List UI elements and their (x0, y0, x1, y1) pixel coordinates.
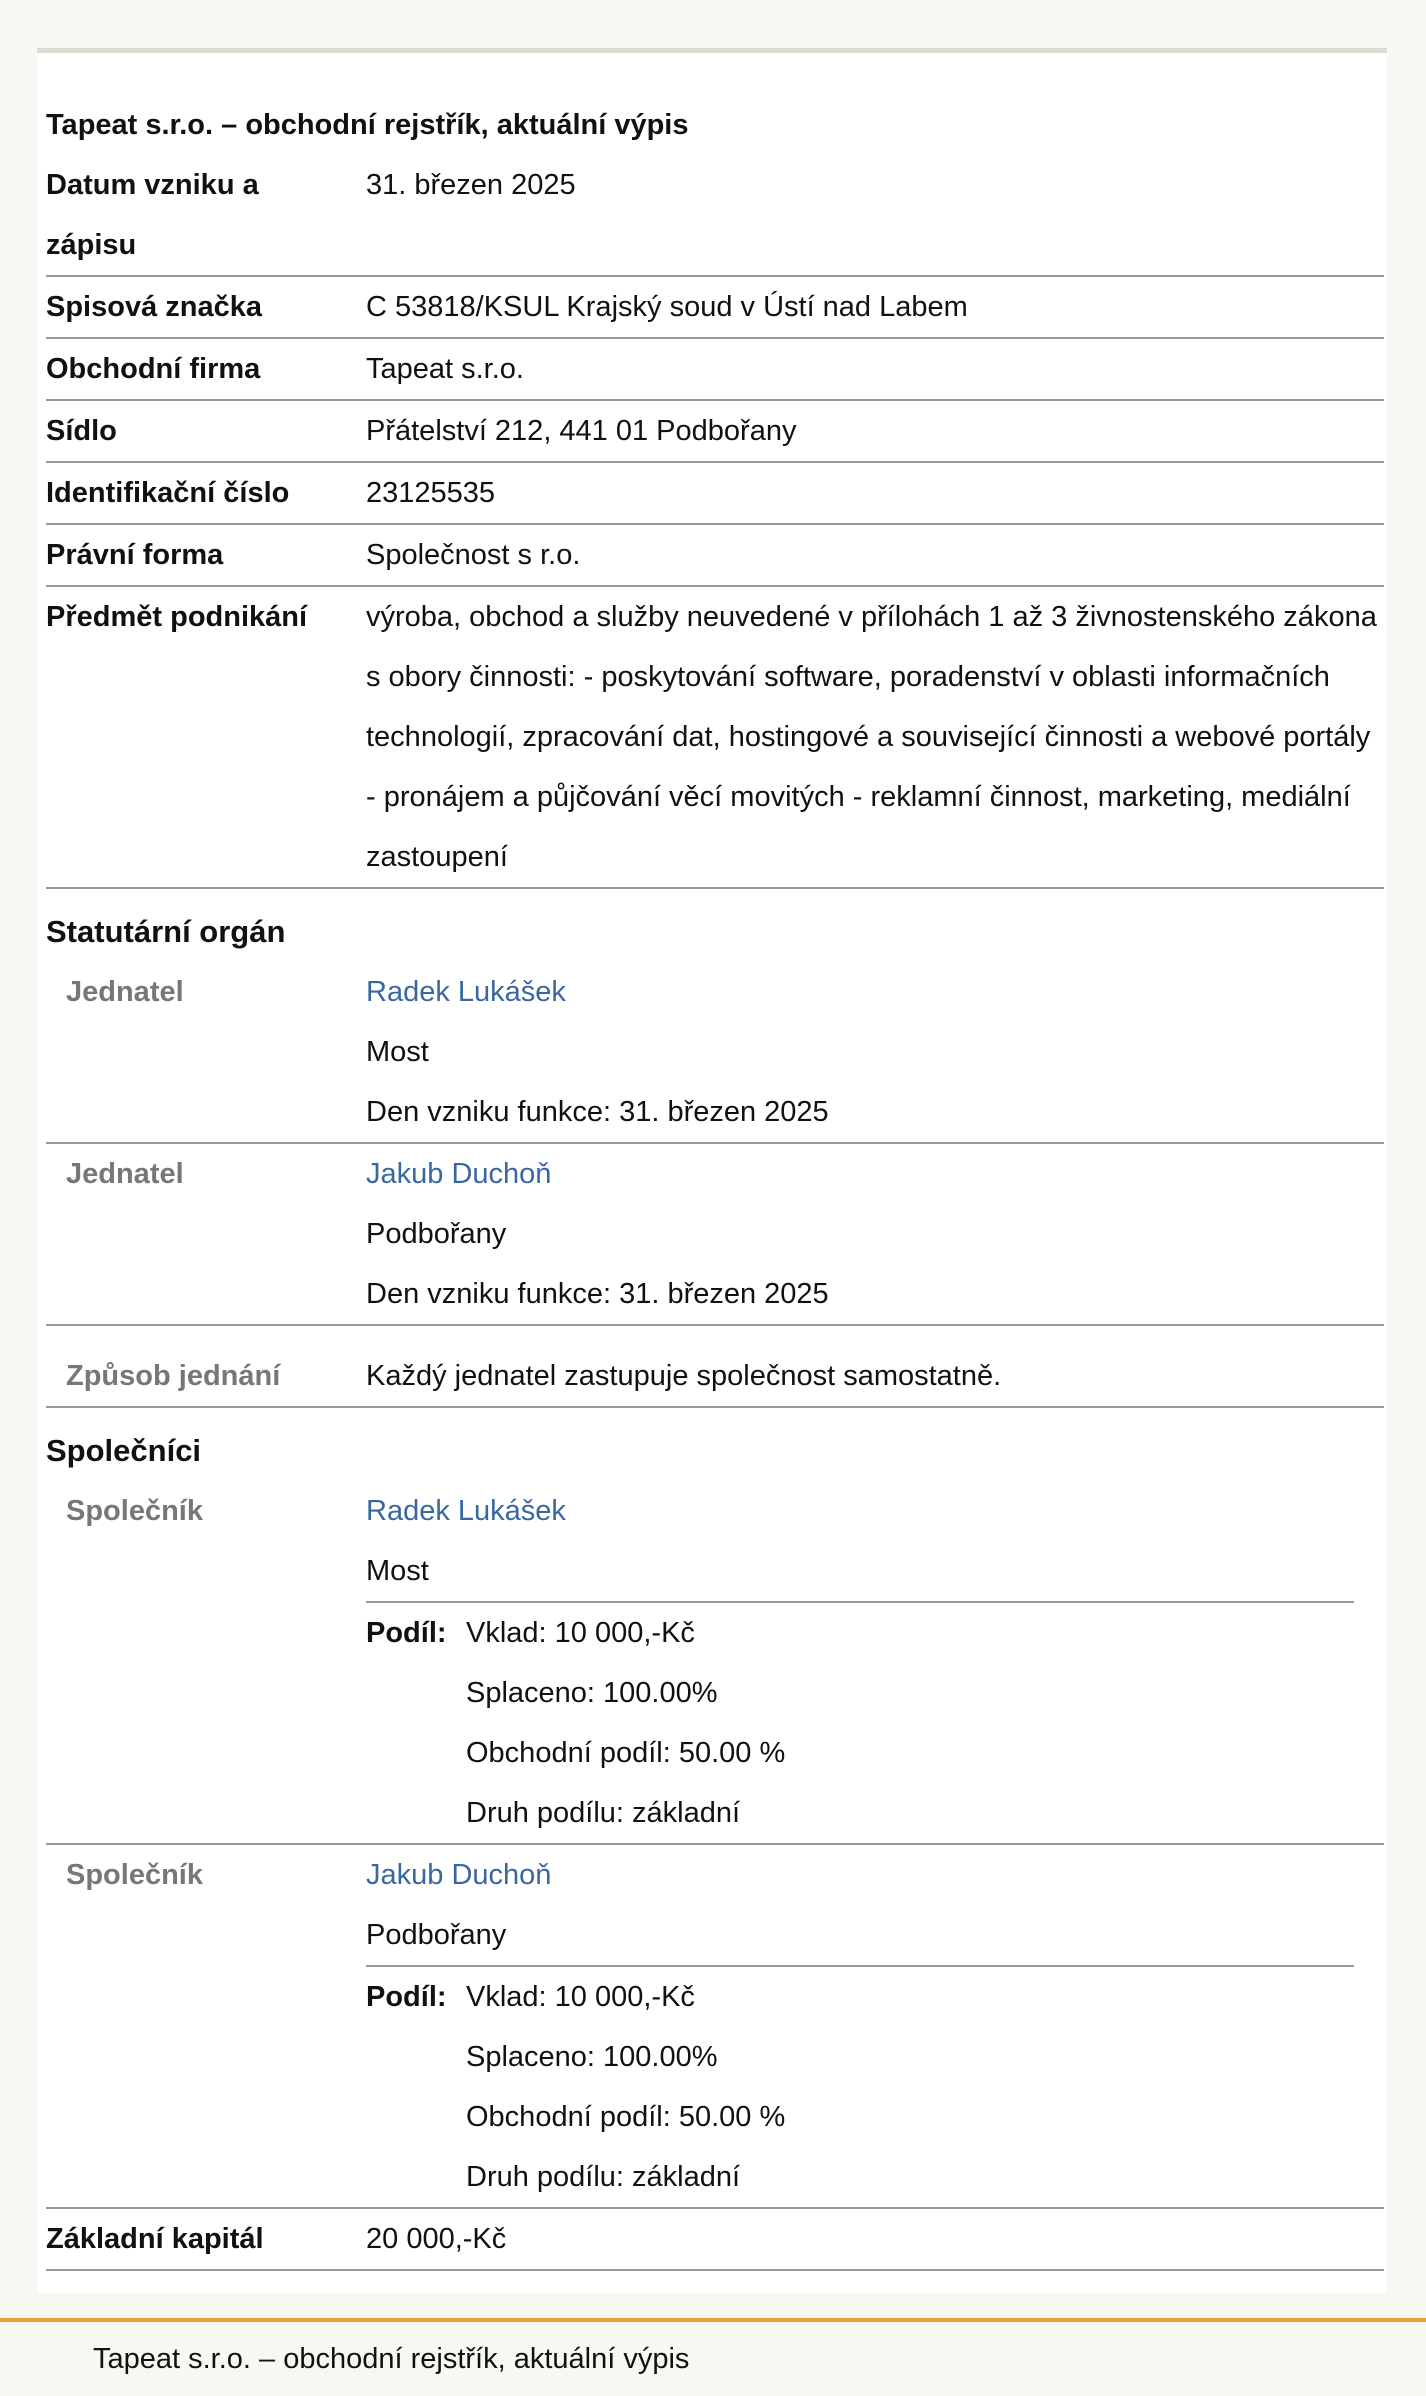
partner (46, 1481, 1384, 1845)
manner-value: Každý jednatel zastupuje společnost samostatně. (366, 1360, 1002, 1392)
row-value: C 53818/KSUL Krajský soud v Ústí nad Labem (366, 291, 968, 323)
row-capital (46, 2209, 1384, 2271)
row-company-name (46, 339, 1384, 401)
statutory-member (46, 1144, 1384, 1326)
row-label: Základní kapitál (46, 2223, 264, 2255)
partner-role: Společník (66, 1495, 203, 1527)
member-role: Jednatel (66, 1158, 184, 1190)
share-deposit: Vklad: 10 000,-Kč (466, 1981, 695, 2013)
footer-text: Tapeat s.r.o. – obchodní rejstřík, aktuální výpis (93, 2343, 690, 2375)
section-partners-title: Společníci (46, 1433, 202, 1468)
row-seat (46, 401, 1384, 463)
partner-share (366, 1603, 1384, 1843)
footer (0, 2318, 1426, 2396)
row-value: 23125535 (366, 477, 496, 509)
member-place: Podbořany (366, 1218, 507, 1250)
member-role: Jednatel (66, 976, 184, 1008)
share-type: Druh podílu: základní (466, 2161, 741, 2193)
partner-name-link[interactable]: Radek Lukášek (366, 1495, 566, 1527)
section-statutory-title: Statutární orgán (46, 914, 286, 949)
share-ownership: Obchodní podíl: 50.00 % (466, 1737, 786, 1769)
row-date (46, 155, 1384, 277)
row-label: Obchodní firma (46, 353, 261, 385)
share-paid: Splaceno: 100.00% (466, 2041, 718, 2073)
share-label: Podíl: (366, 1617, 447, 1649)
page-title: Tapeat s.r.o. – obchodní rejstřík, aktuální výpis (46, 109, 689, 141)
share-paid: Splaceno: 100.00% (466, 1677, 718, 1709)
statutory-member (46, 962, 1384, 1144)
partner (46, 1845, 1384, 2209)
member-since: Den vzniku funkce: 31. březen 2025 (366, 1278, 829, 1310)
share-deposit: Vklad: 10 000,-Kč (466, 1617, 695, 1649)
row-label: Sídlo (46, 415, 117, 447)
member-name-link[interactable]: Radek Lukášek (366, 976, 566, 1008)
statutory-manner (46, 1326, 1384, 1408)
share-label: Podíl: (366, 1981, 447, 2013)
partner-name-link[interactable]: Jakub Duchoň (366, 1859, 552, 1891)
partner-place: Podbořany (366, 1919, 507, 1951)
partner-share (366, 1967, 1384, 2207)
member-name-link[interactable]: Jakub Duchoň (366, 1158, 552, 1190)
row-label: Předmět podnikání (46, 601, 308, 633)
row-id-number (46, 463, 1384, 525)
row-file-number (46, 277, 1384, 339)
row-value: výroba, obchod a služby neuvedené v přílohách 1 až 3 živnostenského zákona s obory činnosti: - poskytování software, poradenství v oblasti informačních technologií, zpracování dat, hostingové a související činnosti a webové portály - pronájem a půjčování věcí movitých - reklamní činnost, marketing, mediální zastoupení (366, 601, 1377, 873)
partner-role: Společník (66, 1859, 203, 1891)
row-value: Společnost s r.o. (366, 539, 581, 571)
manner-label: Způsob jednání (66, 1360, 281, 1392)
row-label: Právní forma (46, 539, 224, 571)
register-card (37, 48, 1387, 2293)
row-label: Identifikační číslo (46, 477, 290, 509)
row-business-scope (46, 587, 1384, 889)
row-label: Spisová značka (46, 291, 262, 323)
register-content (46, 53, 1384, 2271)
row-value: Přátelství 212, 441 01 Podbořany (366, 415, 797, 447)
share-ownership: Obchodní podíl: 50.00 % (466, 2101, 786, 2133)
row-value: 20 000,-Kč (366, 2223, 507, 2255)
share-type: Druh podílu: základní (466, 1797, 741, 1829)
row-value: 31. březen 2025 (366, 169, 576, 201)
row-label: Datum vzniku a zápisu (46, 169, 259, 261)
partner-place: Most (366, 1555, 429, 1587)
member-place: Most (366, 1036, 429, 1068)
row-legal-form (46, 525, 1384, 587)
member-since: Den vzniku funkce: 31. březen 2025 (366, 1096, 829, 1128)
row-value: Tapeat s.r.o. (366, 353, 524, 385)
